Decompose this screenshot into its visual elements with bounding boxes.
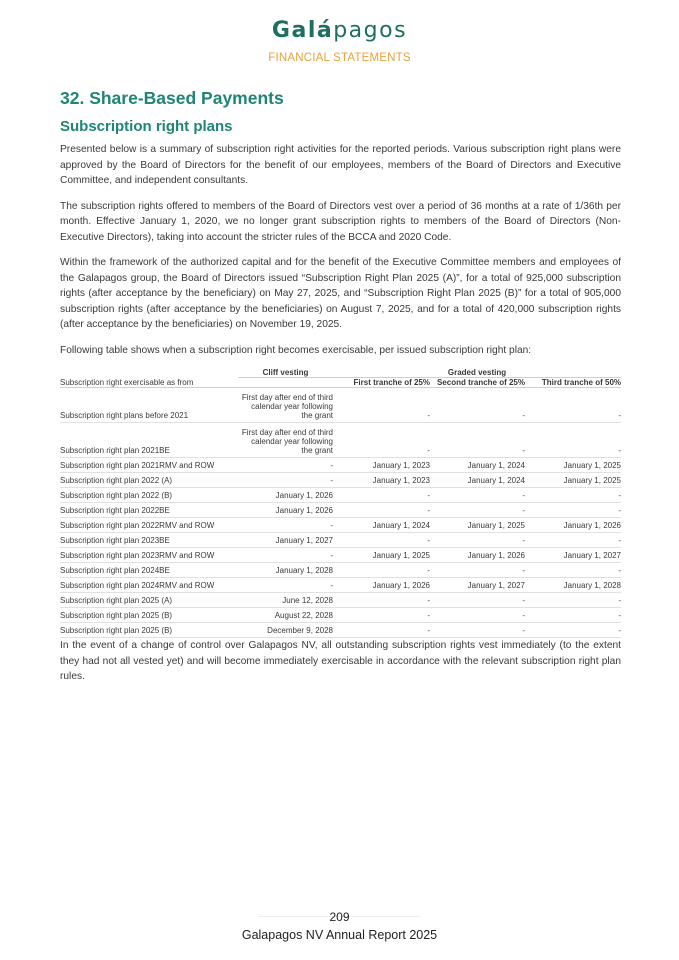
cell-plan-name: Subscription right plans before 2021: [60, 388, 238, 423]
table-row: [60, 593, 621, 608]
cell-plan-name: Subscription right plan 2022RMV and ROW: [60, 518, 238, 533]
subscription-right-table: [60, 368, 621, 638]
cell-plan-name: Subscription right plan 2022BE: [60, 503, 238, 518]
cell-second-tranche: -: [430, 593, 525, 608]
cell-plan-name: Subscription right plan 2024BE: [60, 563, 238, 578]
table-row: [60, 473, 621, 488]
cell-first-tranche: -: [333, 388, 430, 423]
cell-second-tranche: -: [430, 388, 525, 423]
cell-cliff-vesting: January 1, 2028: [238, 563, 333, 578]
cell-first-tranche: -: [333, 623, 430, 638]
cell-plan-name: Subscription right plan 2023BE: [60, 533, 238, 548]
cell-cliff-vesting: August 22, 2028: [238, 608, 333, 623]
cell-cliff-vesting: -: [238, 548, 333, 563]
group-graded-vesting: Graded vesting: [333, 368, 621, 378]
cell-third-tranche: January 1, 2025: [525, 473, 621, 488]
cell-third-tranche: -: [525, 563, 621, 578]
cell-cliff-vesting: First day after end of third calendar year following the grant: [238, 388, 333, 423]
cell-cliff-vesting: First day after end of third calendar year following the grant: [238, 423, 333, 458]
brand-logo-bold: Galá: [271, 18, 334, 43]
cell-second-tranche: -: [430, 623, 525, 638]
cell-plan-name: Subscription right plan 2025 (A): [60, 593, 238, 608]
col-header-third-tranche: Third tranche of 50%: [525, 378, 621, 388]
report-title: Galapagos NV Annual Report 2025: [241, 928, 438, 942]
table-row: [60, 533, 621, 548]
cell-second-tranche: January 1, 2026: [430, 548, 525, 563]
cell-cliff-vesting: -: [238, 473, 333, 488]
cell-third-tranche: -: [525, 533, 621, 548]
page-number: 209: [329, 910, 350, 924]
table-body: [60, 388, 621, 638]
cell-cliff-vesting: January 1, 2026: [238, 503, 333, 518]
cell-second-tranche: January 1, 2024: [430, 458, 525, 473]
paragraph-table-intro: Following table shows when a subscription right becomes exercisable, per issued subscription right plan:: [60, 344, 532, 356]
cell-cliff-vesting: June 12, 2028: [238, 593, 333, 608]
table-row: [60, 488, 621, 503]
cell-first-tranche: -: [333, 503, 430, 518]
paragraph-2025-plans: Within the framework of the authorized capital and for the benefit of the Executive Committee members and employees of the Galapagos group, the Board of Directors issued “Subscription Right Plan 2025 (A)”, for a total of 925,000 subscription rights (after acceptance by the beneficiary) on May 27, 2025, and “Subscription Right Plan 2025 (B)” for a total of 905,000 subscription rights (after acceptance by the beneficiaries) on August 7, 2025, and for a total of 420,000 subscription rights (after acceptance by the beneficiaries) on November 19, 2025.: [60, 257, 621, 330]
cell-first-tranche: -: [333, 563, 430, 578]
col-header-first-tranche: First tranche of 25%: [333, 378, 430, 388]
cell-first-tranche: -: [333, 488, 430, 503]
main-content: [60, 88, 621, 695]
cell-second-tranche: -: [430, 533, 525, 548]
group-cliff-vesting: Cliff vesting: [238, 368, 333, 378]
cell-plan-name: Subscription right plan 2022 (A): [60, 473, 238, 488]
cell-second-tranche: -: [430, 488, 525, 503]
cell-second-tranche: January 1, 2025: [430, 518, 525, 533]
cell-first-tranche: -: [333, 593, 430, 608]
col-header-cliff: [238, 378, 333, 388]
paragraph-summary: Presented below is a summary of subscription right activities for the reported periods. Various subscription right plans were approved by the Board of Directors for the benefit of our employees, members of the Board of Directors and Executive Committee, and independent consultants.: [60, 144, 621, 186]
cell-second-tranche: -: [430, 563, 525, 578]
section-title: 32. Share-Based Payments: [60, 88, 284, 108]
cell-plan-name: Subscription right plan 2025 (B): [60, 608, 238, 623]
cell-cliff-vesting: -: [238, 578, 333, 593]
cell-cliff-vesting: January 1, 2027: [238, 533, 333, 548]
cell-first-tranche: January 1, 2023: [333, 458, 430, 473]
cell-first-tranche: January 1, 2024: [333, 518, 430, 533]
cell-third-tranche: January 1, 2026: [525, 518, 621, 533]
cell-cliff-vesting: December 9, 2028: [238, 623, 333, 638]
cell-first-tranche: -: [333, 533, 430, 548]
cell-plan-name: Subscription right plan 2025 (B): [60, 623, 238, 638]
cell-second-tranche: -: [430, 503, 525, 518]
section-subtitle: Subscription right plans: [60, 118, 233, 135]
cell-third-tranche: -: [525, 423, 621, 458]
cell-third-tranche: -: [525, 503, 621, 518]
cell-third-tranche: -: [525, 488, 621, 503]
table-row: [60, 518, 621, 533]
cell-first-tranche: January 1, 2025: [333, 548, 430, 563]
cell-third-tranche: January 1, 2027: [525, 548, 621, 563]
cell-first-tranche: -: [333, 423, 430, 458]
brand-logo-light: pagos: [333, 18, 408, 43]
table-row: [60, 423, 621, 458]
table-row: [60, 503, 621, 518]
cell-third-tranche: -: [525, 388, 621, 423]
cell-second-tranche: January 1, 2024: [430, 473, 525, 488]
cell-second-tranche: -: [430, 423, 525, 458]
table-row: [60, 563, 621, 578]
cell-plan-name: Subscription right plan 2021BE: [60, 423, 238, 458]
table-row: [60, 548, 621, 563]
col-header-second-tranche: Second tranche of 25%: [430, 378, 525, 388]
table-group-header: [60, 368, 621, 378]
table-row: [60, 623, 621, 638]
cell-first-tranche: January 1, 2023: [333, 473, 430, 488]
cell-third-tranche: -: [525, 608, 621, 623]
cell-cliff-vesting: January 1, 2026: [238, 488, 333, 503]
cell-plan-name: Subscription right plan 2023RMV and ROW: [60, 548, 238, 563]
cell-plan-name: Subscription right plan 2021RMV and ROW: [60, 458, 238, 473]
cell-cliff-vesting: -: [238, 458, 333, 473]
header-subtitle: FINANCIAL STATEMENTS: [268, 52, 411, 64]
cell-third-tranche: January 1, 2028: [525, 578, 621, 593]
table-column-header: [60, 378, 621, 388]
paragraph-change-of-control: In the event of a change of control over Galapagos NV, all outstanding subscription rights vest immediately (to the extent they had not all vested yet) and will become immediately exercisable in accordance with the relevant subscription right plan rules.: [60, 640, 621, 682]
brand-logo: [0, 18, 679, 43]
cell-third-tranche: -: [525, 623, 621, 638]
cell-first-tranche: -: [333, 608, 430, 623]
cell-cliff-vesting: -: [238, 518, 333, 533]
table-row: [60, 608, 621, 623]
table-row: [60, 578, 621, 593]
cell-first-tranche: January 1, 2026: [333, 578, 430, 593]
table-row: [60, 458, 621, 473]
cell-second-tranche: -: [430, 608, 525, 623]
cell-plan-name: Subscription right plan 2024RMV and ROW: [60, 578, 238, 593]
cell-second-tranche: January 1, 2027: [430, 578, 525, 593]
col-header-plan: Subscription right exercisable as from: [60, 378, 238, 388]
cell-third-tranche: -: [525, 593, 621, 608]
cell-third-tranche: January 1, 2025: [525, 458, 621, 473]
table-row: [60, 388, 621, 423]
paragraph-board-vesting: The subscription rights offered to members of the Board of Directors vest over a period of 36 months at a rate of 1/36th per month. Effective January 1, 2020, we no longer grant subscription rights to members of the Board of Directors (Non-Executive Directors), taking into account the stricter rules of the BCCA and 2020 Code.: [60, 200, 621, 243]
cell-plan-name: Subscription right plan 2022 (B): [60, 488, 238, 503]
